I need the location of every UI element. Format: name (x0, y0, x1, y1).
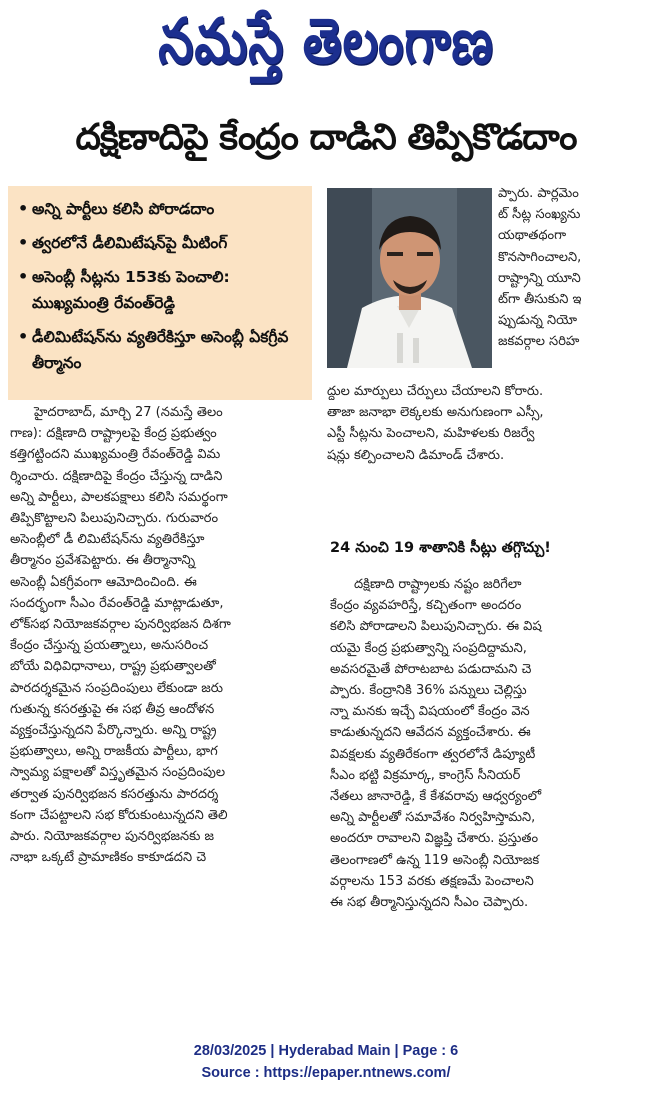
text-line: ప్పారు. కేంద్రానికి 36% పన్నులు చెల్లిస్తు (330, 683, 527, 699)
highlight-item (18, 324, 304, 376)
highlight-item (18, 196, 304, 222)
text-line: తర్వాత పునర్విభజన కసరత్తును పారదర్శ (10, 786, 219, 802)
portrait-illustration (327, 188, 492, 368)
text-line: అసెంబ్లీ ఏకగ్రీవంగా ఆమోదించింది. ఈ (10, 574, 197, 590)
text-line: అసెంబ్లీలో డీ లిమిటేషన్‌ను వ్యతిరేకిస్తూ (10, 532, 205, 548)
bullet-icon: • (18, 267, 29, 286)
text-line: కేంద్రం చేస్తున్న ప్రయత్నాలు, అనుసరించ (10, 638, 209, 654)
text-line: స్వామ్య పక్షాలతో విస్తృతమైన సంప్రదింపుల (10, 765, 226, 781)
page-footer (0, 1040, 652, 1084)
text-line: లోక్‌సభ నియోజకవర్గాల పునర్విభజన దిశగా (10, 617, 231, 633)
text-line: తాజా జనాభా లెక్కలకు అనుగుణంగా ఎస్సీ, (327, 405, 544, 421)
text-line: యథాతథంగా (498, 228, 567, 244)
text-line: కత్తిగట్టిందని ముఖ్యమంత్రి రేవంత్‌రెడ్డి విమ (10, 447, 221, 463)
text-line: కలిసి పోరాడాలని పిలుపునిచ్చారు. ఈ విష (330, 619, 542, 635)
text-line: బోయే విధివిధానాలు, రాష్ట్ర ప్రభుత్వాలతో (10, 659, 216, 675)
text-line: పారు. నియోజకవర్గాల పునర్విభజనకు జ (10, 829, 215, 845)
bullet-icon: • (18, 233, 29, 252)
text-line: ట్ సీట్ల సంఖ్యను (498, 207, 581, 223)
text-line: వ్యక్తంచేస్తున్నదని పేర్కొన్నారు. అన్ని రాష్ట్ర (10, 723, 217, 739)
text-line: తిప్పికొట్టాలని పిలుపునిచ్చారు. గురువారం (10, 511, 219, 527)
text-line: కంగా చేపట్టాలని సభ కోరుకుంటున్నదని తెలి (10, 807, 228, 823)
text-line: ప్పారు. పార్లమెం (498, 186, 579, 201)
text-line: వర్గాలను 153 వరకు తక్షణమే పెంచాలని (330, 873, 534, 889)
right-lower-column (330, 574, 644, 913)
text-line: కేంద్రం వ్యవహరిస్తే, కచ్చితంగా అందరం (330, 598, 522, 614)
newspaper-masthead (0, 4, 652, 88)
bullet-icon: • (18, 199, 29, 218)
text-line: వివక్షలకు వ్యతిరేకంగా త్వరలోనే డిప్యూటీ (330, 746, 536, 762)
text-line: దక్షిణాది రాష్ట్రాలకు నష్టం జరిగేలా (354, 577, 522, 592)
highlight-item (18, 264, 304, 316)
text-line: జకవర్గాల సరిహ (498, 334, 580, 350)
highlight-text: అన్ని పార్టీలు కలిసి పోరాడదాం (32, 200, 215, 218)
highlight-item (18, 230, 304, 256)
left-column (10, 402, 312, 868)
article-headline: దక్షిణాదిపై కేంద్రం దాడిని తిప్పికొడదాం (75, 117, 577, 158)
right-top-column (498, 183, 644, 353)
highlights-box (8, 186, 312, 400)
right-wide-column (327, 381, 644, 466)
text-line: ఎస్టీ సీట్లను పెంచాలని, మహిళలకు రిజర్వే (327, 426, 535, 442)
text-line: కొనసాగించాలని, (498, 249, 582, 265)
chief-minister-photo (327, 188, 492, 368)
text-line: హైదరాబాద్, మార్చి 27 (నమస్తే తెలం (34, 405, 223, 420)
text-line: అవసరమైతే పోరాటబాట పడుదామని చె (330, 661, 532, 677)
highlight-text: త్వరలోనే డీలిమిటేషన్‌పై మీటింగ్ (32, 234, 228, 252)
text-line: ర్శించారు. దక్షిణాదిపై కేంద్రం చేస్తున్న దాడిని (10, 468, 223, 484)
text-line: షన్లు కల్పించాలని డిమాండ్ చేశారు. (327, 447, 505, 463)
highlight-text: అసెంబ్లీ సీట్లను 153కు పెంచాలి: ముఖ్యమంత్రి రేవంత్‌రెడ్డి (32, 268, 230, 312)
text-line: ప్రభుత్వాలు, అన్ని రాజకీయ పార్టీలు, భాగ (10, 744, 218, 760)
source-link[interactable]: Source : https://epaper.ntnews.com/ (201, 1065, 451, 1081)
sub-heading: 24 నుంచి 19 శాతానికి సీట్లు తగ్గొచ్చు! (330, 540, 551, 556)
text-line: కాడుతున్నదని ఆవేదన వ్యక్తంచేశారు. ఈ (330, 725, 531, 741)
text-line: నేతలు జానారెడ్డి, కే కేశవరావు ఆధ్వర్యంలో (330, 789, 542, 805)
highlight-text: డీలిమిటేషన్‌ను వ్యతిరేకిస్తూ అసెంబ్లీ ఏకగ్రీవ తీర్మానం (32, 328, 289, 372)
text-line: అన్ని పార్టీలు, పాలకపక్షాలు కలిసి సమర్థంగా (10, 489, 228, 505)
text-line: అన్ని పార్టీలతో సమావేశం నిర్వహిస్తామని, (330, 810, 536, 826)
text-line: ప్పుడున్న నియో (498, 313, 578, 329)
text-line: ద్దుల మార్పులు చేర్పులు చేయాలని కోరారు. (327, 384, 544, 399)
text-line: న్నా మనకు ఇచ్చే విషయంలో కేంద్రం వెన (330, 704, 530, 720)
text-line: ట్‌గా తీసుకుని ఇ (498, 292, 582, 308)
edition-info: 28/03/2025 | Hyderabad Main | Page : 6 (193, 1043, 459, 1059)
text-line: ఈ సభ తీర్మానిస్తున్నదని సీఎం చెప్పారు. (330, 895, 529, 911)
text-line: రాష్ట్రాన్ని యూని (498, 270, 581, 286)
text-line: సందర్భంగా సీఎం రేవంత్‌రెడ్డి మాట్లాడుతూ, (10, 595, 224, 611)
text-line: తీర్మానం ప్రవేశపెట్టారు. ఈ తీర్మానాన్ని (10, 553, 196, 569)
text-line: తెలంగాణలో ఉన్న 119 అసెంబ్లీ నియోజక (330, 852, 540, 868)
bullet-icon: • (18, 327, 29, 346)
text-line: అందరూ రావాలని విజ్ఞప్తి చేశారు. ప్రస్తుతం (330, 831, 539, 847)
text-line: నాభా ఒక్కటే ప్రామాణికం కాకూడదని చె (10, 850, 207, 866)
text-line: గుతున్న కసరత్తుపై ఈ సభ తీవ్ర ఆందోళన (10, 701, 215, 717)
text-line: గాణ): దక్షిణాది రాష్ట్రాలపై కేంద్ర ప్రభుత్వం (10, 426, 217, 442)
masthead-title: నమస్తే తెలంగాణ (158, 5, 494, 78)
text-line: పారదర్శకమైన సంప్రదింపులు లేకుండా జరు (10, 680, 224, 696)
text-line: యమై కేంద్ర ప్రభుత్వాన్ని సంప్రదిద్దామని, (330, 640, 527, 656)
text-line: సీఎం భట్టి విక్రమార్క, కాంగ్రెస్ సీనియర్ (330, 767, 521, 783)
